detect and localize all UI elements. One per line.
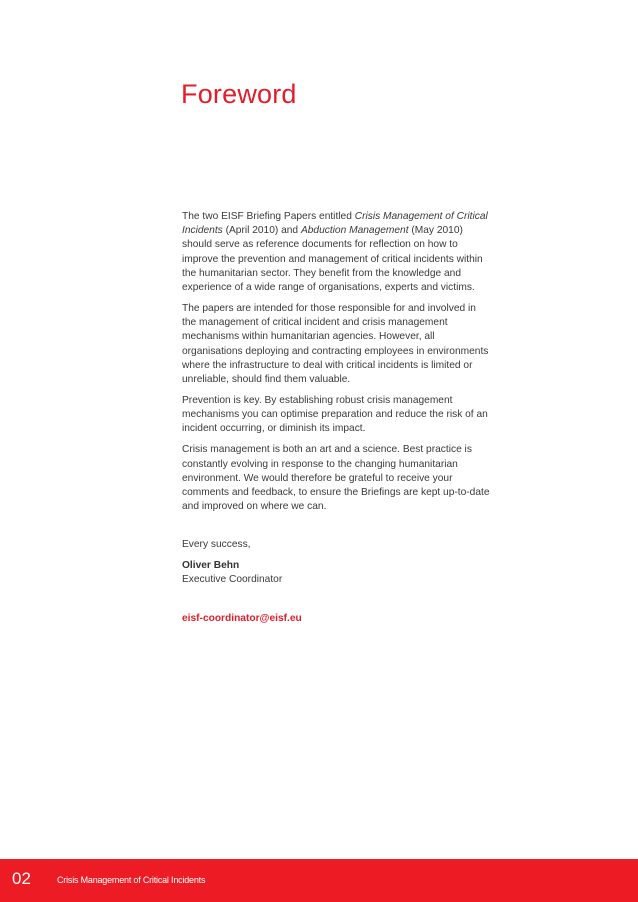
- publication-title: Crisis Management of Critical Incidents: [182, 211, 488, 237]
- body-paragraph: [182, 394, 492, 437]
- footer-bar: [0, 859, 638, 902]
- paragraph-text: The papers are intended for those responsible for and involved in the management of critical incident and crisis management mechanisms within humanitarian agencies. However, all organisations deploying and contracting employees in environments where the infrastructure to deal with critical incidents is limited or unreliable, should find them valuable.: [182, 303, 489, 386]
- closing-salutation: Every success,: [182, 539, 251, 550]
- paragraph-text: The two EISF Briefing Papers entitled: [182, 211, 355, 222]
- signer-name: Oliver Behn: [182, 560, 240, 571]
- page-number: 02: [12, 869, 31, 888]
- paragraph-text: (April 2010) and: [222, 225, 301, 237]
- email-link[interactable]: eisf-coordinator@eisf.eu: [182, 613, 302, 624]
- paragraph-text: (May 2010) should serve as reference documents for reflection on how to improve the prevention and management of critical incidents within the humanitarian sector. They benefit from the knowledge and experience of a wide range of organisations, experts and victims.: [182, 225, 483, 294]
- foreword-body: [182, 210, 492, 521]
- footer-document-title: Crisis Management of Critical Incidents: [57, 875, 206, 885]
- signature-block: [182, 538, 482, 587]
- body-paragraph: [182, 443, 492, 514]
- body-paragraph: [182, 302, 492, 387]
- page-title: Foreword: [181, 79, 297, 109]
- signer-title: Executive Coordinator: [182, 574, 283, 586]
- paragraph-text: Crisis management is both an art and a science. Best practice is constantly evolving in response to the changing humanitarian environment. We would therefore be grateful to receive your comments and feedback, to ensure the Briefings are kept up-to-date and improved on where we can.: [182, 444, 490, 513]
- body-paragraph: [182, 210, 492, 295]
- publication-title: Abduction Management: [300, 225, 409, 237]
- paragraph-text: Prevention is key. By establishing robust crisis management mechanisms you can optimise preparation and reduce the risk of an incident occurring, or diminish its impact.: [182, 395, 488, 435]
